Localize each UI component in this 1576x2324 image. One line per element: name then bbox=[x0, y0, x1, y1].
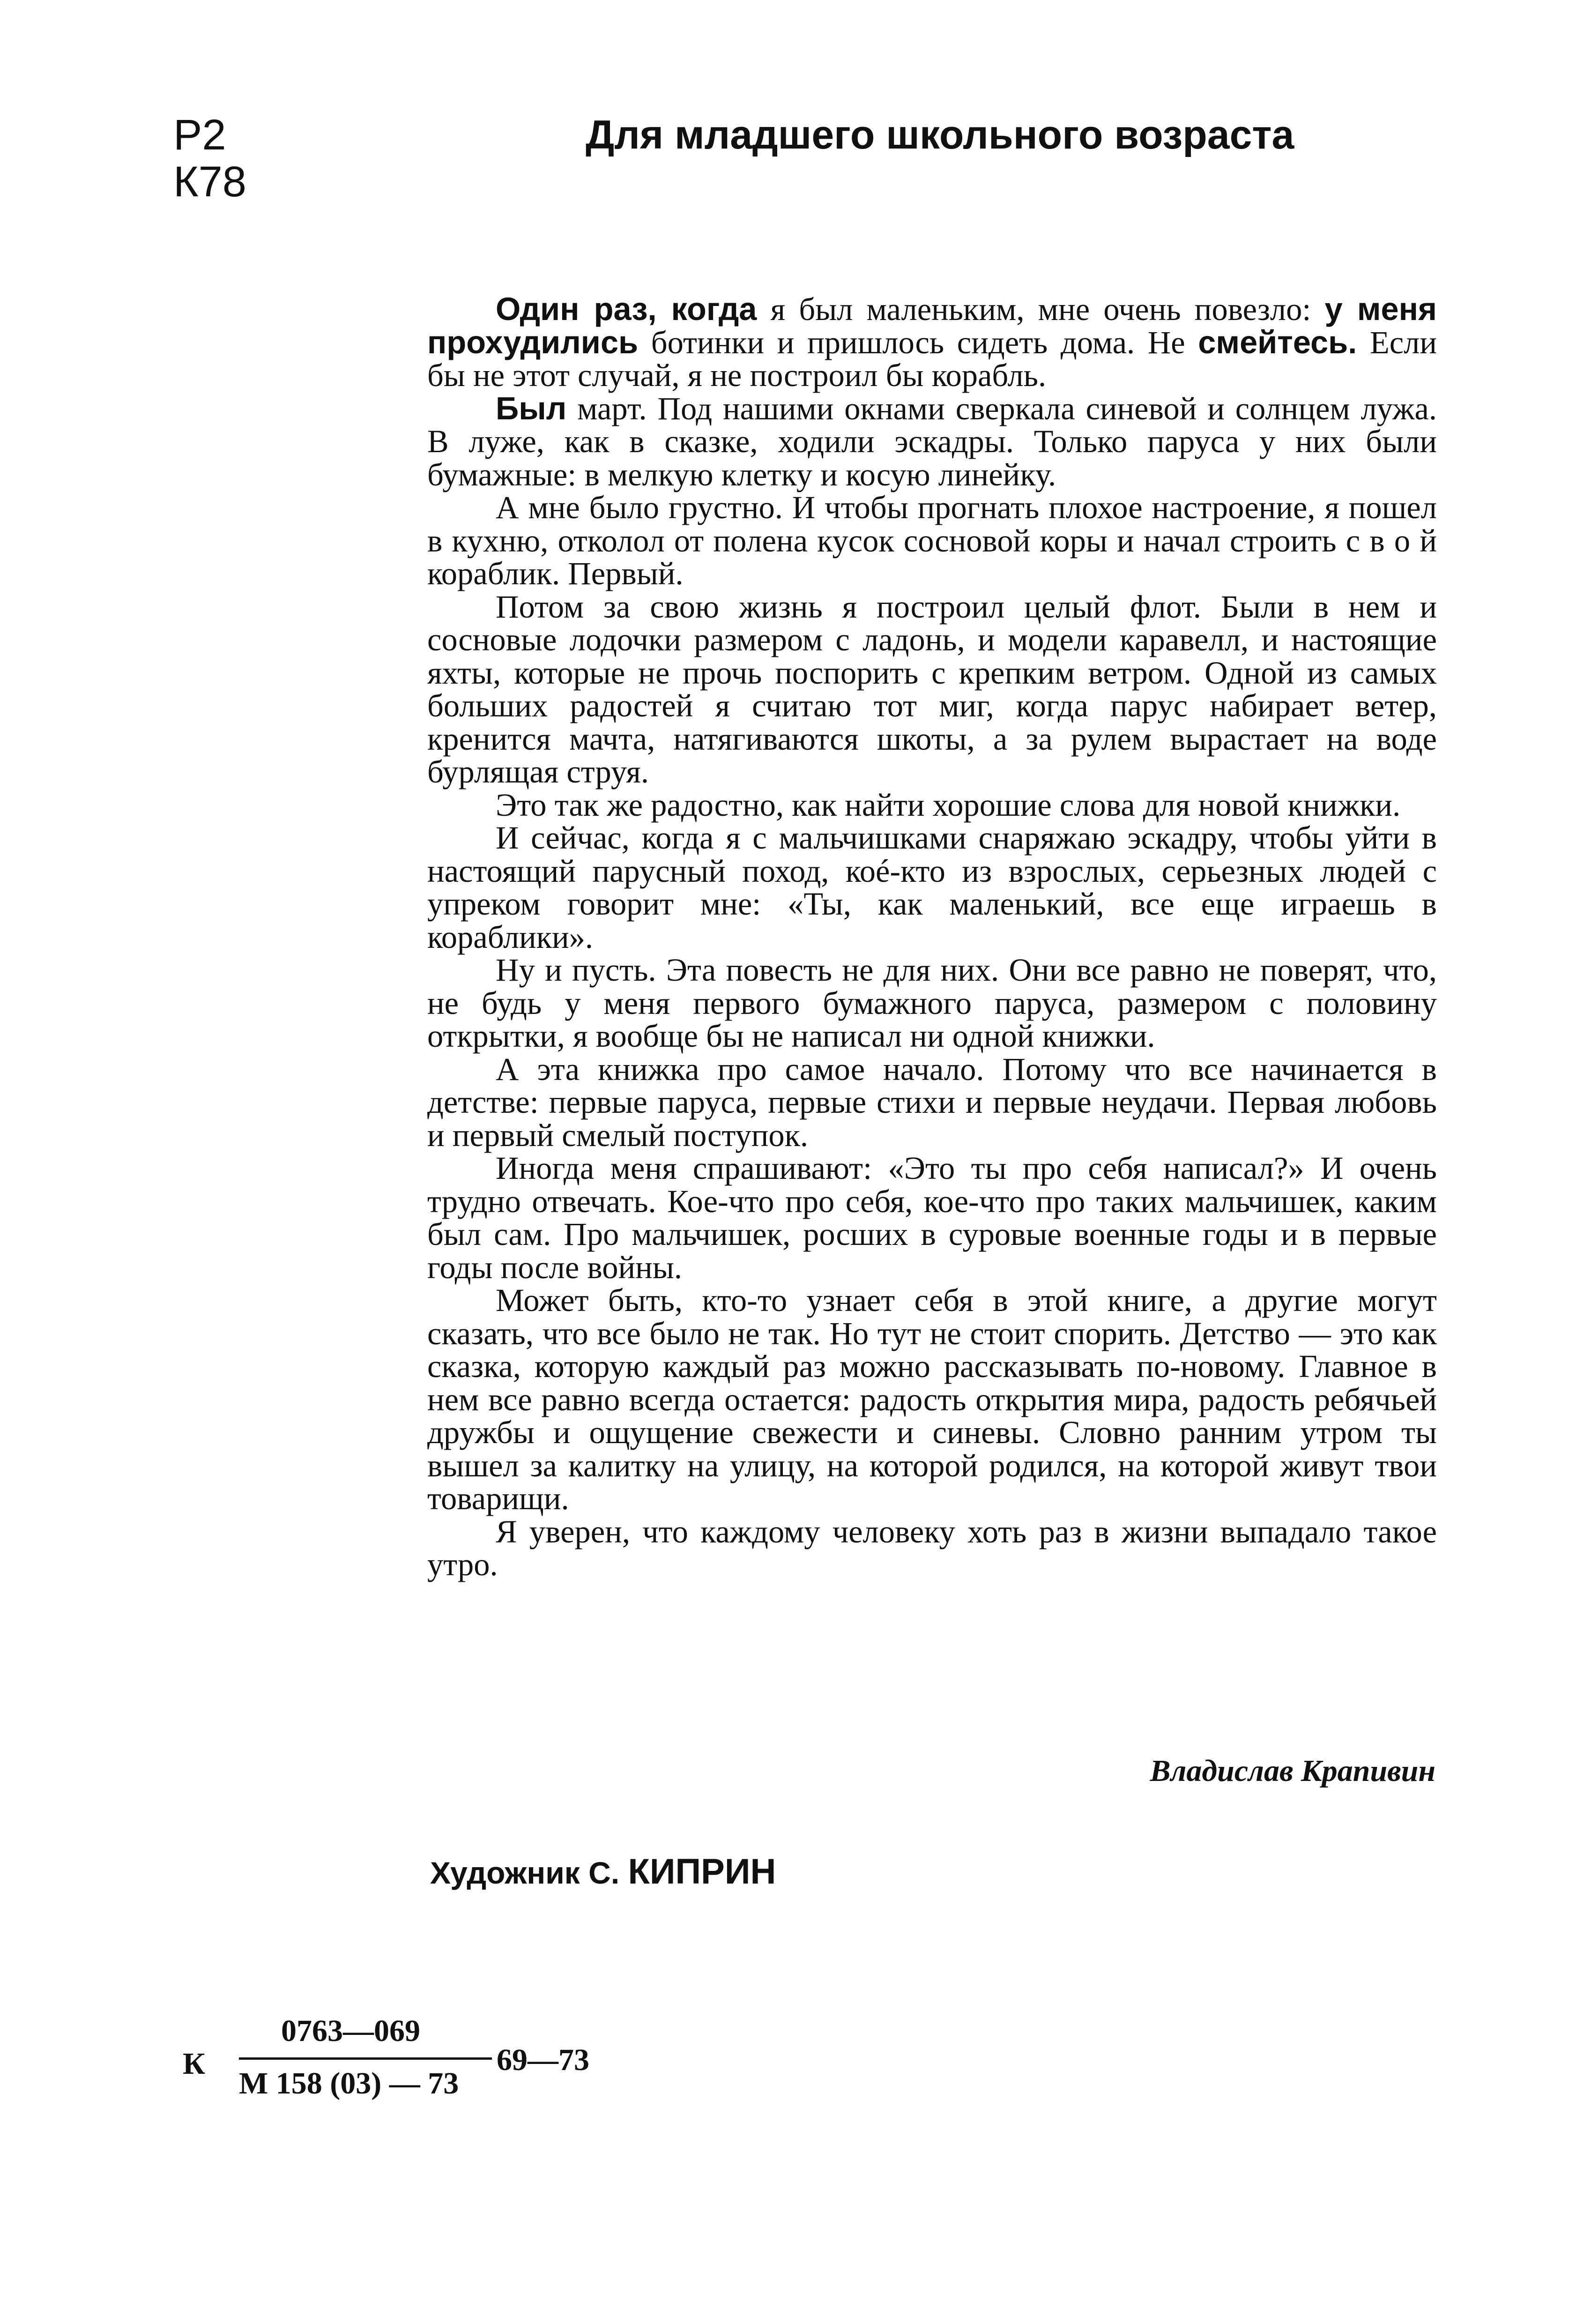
paragraph-1-text: я был маленьким, мне очень повезло: bbox=[757, 291, 1325, 327]
classification-code-2: К78 bbox=[173, 158, 246, 206]
paragraph-2-text: март. Под нашими окнами сверкала синевой и солнцем лужа. В луже, как в сказке, ходили эскадры. Только паруса у них были бумажные: в мелкую клетку и косую линейку. bbox=[427, 390, 1437, 492]
publication-code-numerator: 0763—069 bbox=[281, 2014, 420, 2048]
paragraph-1-bold-3: смейтесь. bbox=[1198, 324, 1357, 360]
artist-credit bbox=[430, 1853, 776, 1892]
paragraph-7: Ну и пусть. Эта повесть не для них. Они все равно не поверят, что, не будь у меня первого бумажного паруса, размером с половину открытки, я вообще бы не написал ни одной книжки. bbox=[427, 952, 1437, 1054]
publication-code bbox=[183, 2012, 628, 2125]
foreword-text bbox=[427, 293, 1437, 1581]
classification-codes bbox=[173, 112, 246, 205]
paragraph-1-lead-bold: Один раз, когда bbox=[496, 291, 757, 327]
publication-code-letter: К bbox=[183, 2047, 205, 2081]
paragraph-1-bold-2: у меня прохудились bbox=[427, 291, 1437, 360]
author-signature: Владислав Крапивин bbox=[1150, 1754, 1435, 1788]
paragraph-5: Это так же радостно, как найти хорошие слова для новой книжки. bbox=[496, 787, 1401, 823]
publication-code-denominator: М 158 (03) — 73 bbox=[239, 2066, 459, 2101]
paragraph-11: Я уверен, что каждому человеку хоть раз в жизни выпадало такое утро. bbox=[427, 1513, 1437, 1582]
paragraph-10: Может быть, кто-то узнает себя в этой книге, а другие могут сказать, что все было не так. Но тут не стоит спорить. Детство — это как сказка, которую каждый раз можно рассказывать по-новому. Главное в нем все равно всегда остается: радость открытия мира, радость ребячьей дружбы и ощущение свежести и синевы. Словно ранним утром ты вышел за калитку на улицу, на которой родился, на которой живут твои товарищи. bbox=[427, 1282, 1437, 1516]
paragraph-9: Иногда меня спрашивают: «Это ты про себя написал?» И очень трудно отвечать. Кое-что про себя, кое-что про таких мальчишек, каким был сам. Про мальчишек, росших в суровые военные годы и в первые годы после войны. bbox=[427, 1150, 1437, 1285]
paragraph-3: А мне было грустно. И чтобы прогнать плохое настроение, я пошел в кухню, отколол от полена кусок сосновой коры и начал строить с в о й кораблик. Первый. bbox=[427, 490, 1437, 591]
artist-label: Художник С. bbox=[430, 1855, 620, 1890]
classification-code-1: Р2 bbox=[173, 111, 226, 159]
paragraph-1-text-3: Если бы не этот случай, я не построил бы корабль. bbox=[427, 324, 1437, 393]
paragraph-2-lead-bold: Был bbox=[496, 390, 567, 426]
paragraph-1-text-2: ботинки и пришлось сидеть дома. Не bbox=[638, 324, 1198, 360]
paragraph-6: И сейчас, когда я с мальчишками снаряжаю эскадру, чтобы уйти в настоящий парусный поход, коé-кто из взрослых, серьезных людей с упреком говорит мне: «Ты, как маленький, все еще играешь в кораблики». bbox=[427, 820, 1437, 955]
audience-heading: Для младшего школьного возраста bbox=[586, 112, 1294, 157]
paragraph-4: Потом за свою жизнь я построил целый флот. Были в нем и сосновые лодочки размером с ладонь, и модели каравелл, и настоящие яхты, которые не прочь поспорить с крепким ветром. Одной из самых больших радостей я считаю тот миг, когда парус набирает ветер, кренится мачта, натягиваются шкоты, а за рулем вырастает на воде бурлящая струя. bbox=[427, 588, 1437, 790]
paragraph-2 bbox=[427, 392, 1437, 492]
publication-code-fraction-bar bbox=[239, 2057, 492, 2060]
publication-code-tail: 69—73 bbox=[497, 2043, 589, 2077]
paragraph-1 bbox=[427, 293, 1437, 392]
paragraph-8: А эта книжка про самое начало. Потому что все начинается в детстве: первые паруса, первые стихи и первые неудачи. Первая любовь и первый смелый поступок. bbox=[427, 1051, 1437, 1153]
artist-name: КИПРИН bbox=[628, 1852, 776, 1892]
